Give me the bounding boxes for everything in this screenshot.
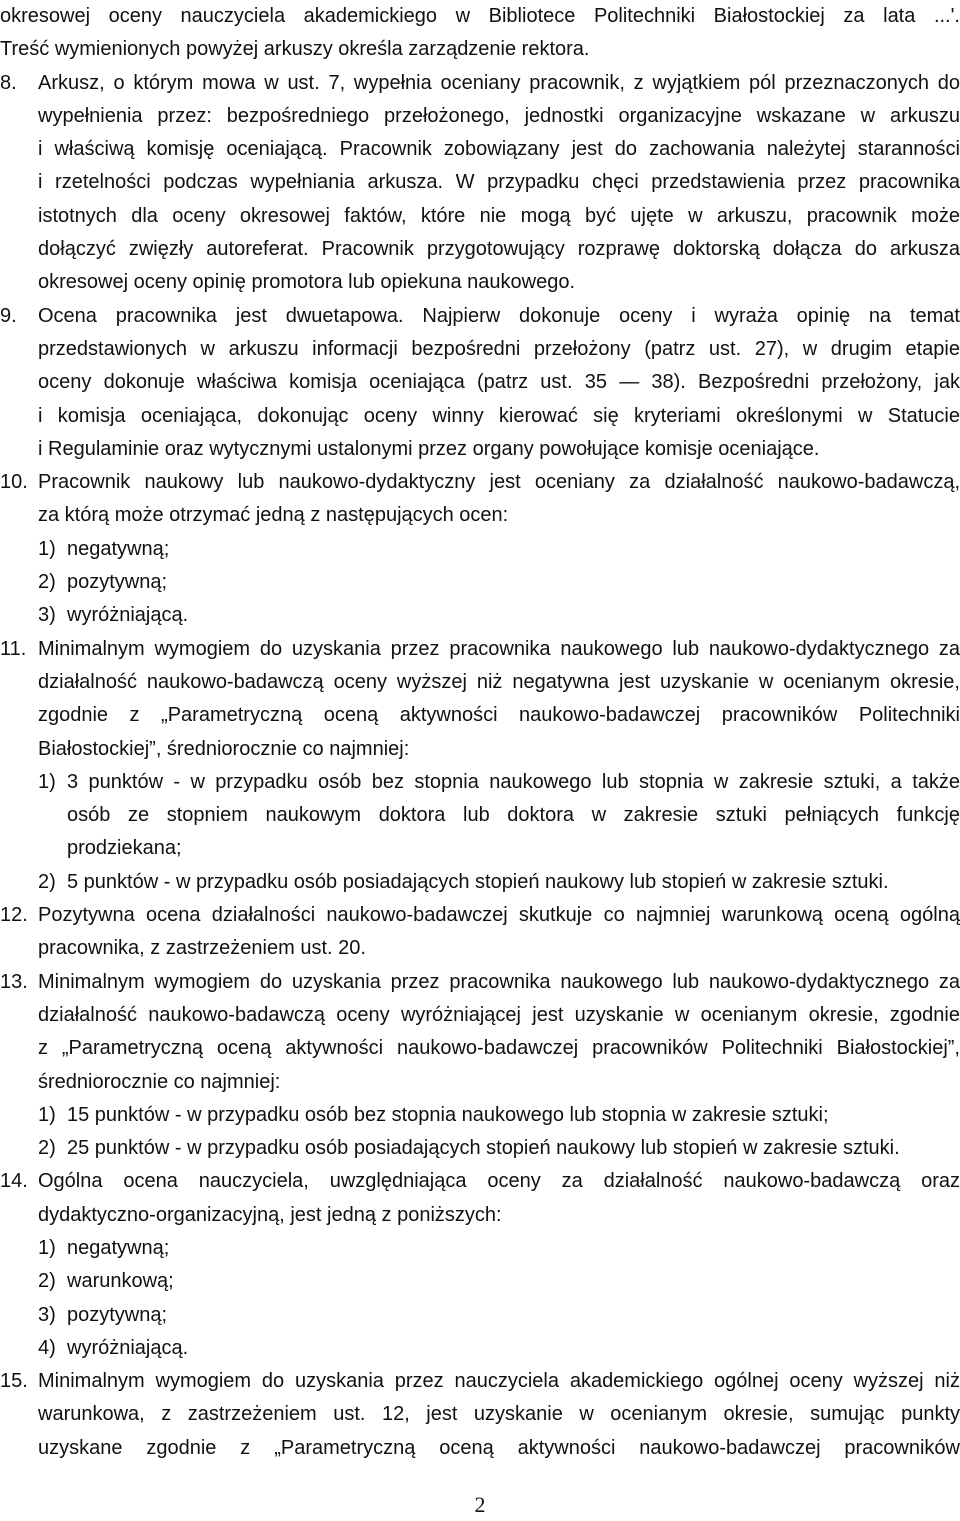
list-item: negatywną; [67,1236,170,1259]
text-line: Białostockiej”, średniorocznie co najmniej: [38,737,410,760]
text-line: istotnych dla oceny okresowej faktów, które nie mogą być ujęte w arkuszu, pracownik może [38,204,960,227]
paragraph-14 [0,1165,960,1365]
text-line: pracownika, z zastrzeżeniem ust. 20. [38,937,366,960]
list-item-number: 2) [38,571,56,594]
paragraph-12 [0,899,960,966]
list-item-number: 3) [38,1303,56,1326]
paragraph-13 [0,966,960,1166]
text-line: Treść wymienionych powyżej arkuszy określa zarządzenie rektora. [0,38,590,61]
paragraph-11 [0,633,960,899]
text-line: Pracownik naukowy lub naukowo-dydaktyczny jest oceniany za działalność naukowo-badawczą, [38,471,960,494]
list-item: 15 punktów - w przypadku osób bez stopnia naukowego lub stopnia w zakresie sztuki; [67,1103,829,1126]
text-line: oceny dokonuje właściwa komisja oceniająca (patrz ust. 35 — 38). Bezpośredni przełożony, jak [38,371,960,394]
list-item-number: 1) [38,770,56,793]
list-item: pozytywną; [67,1303,168,1326]
text-line: przedstawionych w arkuszu informacji bezpośredni przełożony (patrz ust. 27), w drugim etapie [38,337,960,360]
text-line: Minimalnym wymogiem do uzyskania przez pracownika naukowego lub naukowo-dydaktycznego za [38,637,960,660]
paragraph-number: 11. [0,637,27,660]
list-item-number: 1) [38,1236,56,1259]
paragraph-number: 8. [0,71,17,94]
text-line: dydaktyczno-organizacyjną, jest jedną z poniższych: [38,1203,502,1226]
list-item: warunkową; [67,1270,174,1293]
list-item-number: 3) [38,604,56,627]
list-item: pozytywną; [67,571,168,594]
list-item-continuation: osób ze stopniem naukowym doktora lub doktora w zakresie sztuki pełniących funkcję [67,804,960,827]
text-line: średniorocznie co najmniej: [38,1070,281,1093]
list-item: wyróżniającą. [67,604,189,627]
list-item-number: 1) [38,537,56,560]
list-item-number: 2) [38,870,56,893]
text-line: i właściwą komisję oceniającą. Pracownik zobowiązany jest do zachowania należytej staranności [38,138,960,161]
paragraph-number: 10. [0,471,28,494]
list-item: negatywną; [67,537,170,560]
paragraph-number: 13. [0,970,28,993]
page-number: 2 [474,1492,486,1517]
text-line: Arkusz, o którym mowa w ust. 7, wypełnia oceniany pracownik, z wyjątkiem pól przeznaczonych do [38,71,960,94]
list-item-number: 2) [38,1270,56,1293]
paragraph-8 [0,67,960,300]
paragraph-15 [0,1365,960,1465]
text-line: Ocena pracownika jest dwuetapowa. Najpierw dokonuje oceny i wyraża opinię na temat [38,304,960,327]
text-line: działalność naukowo-badawczą oceny wyróżniającej jest uzyskanie w ocenianym okresie, zgodnie [38,1003,960,1026]
paragraph-number: 9. [0,304,17,327]
list-item: 25 punktów - w przypadku osób posiadających stopień naukowy lub stopień w zakresie sztuki. [67,1137,900,1160]
text-line: Minimalnym wymogiem do uzyskania przez pracownika naukowego lub naukowo-dydaktycznego za [38,970,960,993]
list-item-number: 2) [38,1137,56,1160]
paragraph-number: 12. [0,904,28,927]
paragraph-number: 14. [0,1170,28,1193]
list-item: wyróżniającą. [67,1336,189,1359]
text-line: dołączyć zwięzły autoreferat. Pracownik przygotowujący rozprawę doktorską dołącza do arkusza [38,238,960,261]
paragraph-9 [0,300,960,466]
list-item-continuation: prodziekana; [67,837,182,860]
list-item-number: 4) [38,1336,56,1359]
text-line: za którą może otrzymać jedną z następujących ocen: [38,504,509,527]
text-line: Pozytywna ocena działalności naukowo-badawczej skutkuje co najmniej warunkową oceną ogólną [38,904,960,927]
text-line: z „Parametryczną oceną aktywności naukowo-badawczej pracowników Politechniki Białostockiej”, [38,1037,960,1060]
paragraph-10 [0,466,960,632]
text-line: działalność naukowo-badawczą oceny wyższej niż negatywna jest uzyskanie w ocenianym okresie, [38,670,960,693]
text-line: i komisja oceniająca, dokonując oceny winny kierować się kryteriami określonymi w Statucie [38,404,960,427]
paragraph-continuation [0,0,960,67]
text-line: Ogólna ocena nauczyciela, uwzględniająca oceny za działalność naukowo-badawczą oraz [38,1170,960,1193]
text-line: warunkowa, z zastrzeżeniem ust. 12, jest uzyskanie w ocenianym okresie, sumując punkty [38,1403,960,1426]
text-line: Minimalnym wymogiem do uzyskania przez nauczyciela akademickiego ogólnej oceny wyższej niż [38,1370,960,1393]
text-line: wypełnienia przez: bezpośredniego przełożonego, jednostki organizacyjne wskazane w arkuszu [38,104,960,127]
text-line: i rzetelności podczas wypełniania arkusza. W przypadku chęci przedstawienia przez pracownika [38,171,960,194]
text-line: okresowej oceny nauczyciela akademickiego w Bibliotece Politechniki Białostockiej za lata ...'. [0,5,960,27]
list-item: 5 punktów - w przypadku osób posiadających stopień naukowy lub stopień w zakresie sztuki. [67,870,889,893]
paragraph-number: 15. [0,1370,28,1393]
text-line: uzyskane zgodnie z „Parametryczną oceną aktywności naukowo-badawczej pracowników [38,1436,960,1459]
list-item: 3 punktów - w przypadku osób bez stopnia naukowego lub stopnia w zakresie sztuki, a także [67,770,960,793]
text-line: i Regulaminie oraz wytycznymi ustalonymi przez organy powołujące komisje oceniające. [38,437,820,460]
text-line: okresowej oceny opinię promotora lub opiekuna naukowego. [38,271,576,294]
list-item-number: 1) [38,1103,56,1126]
text-line: zgodnie z „Parametryczną oceną aktywności naukowo-badawczej pracowników Politechniki [38,704,960,727]
